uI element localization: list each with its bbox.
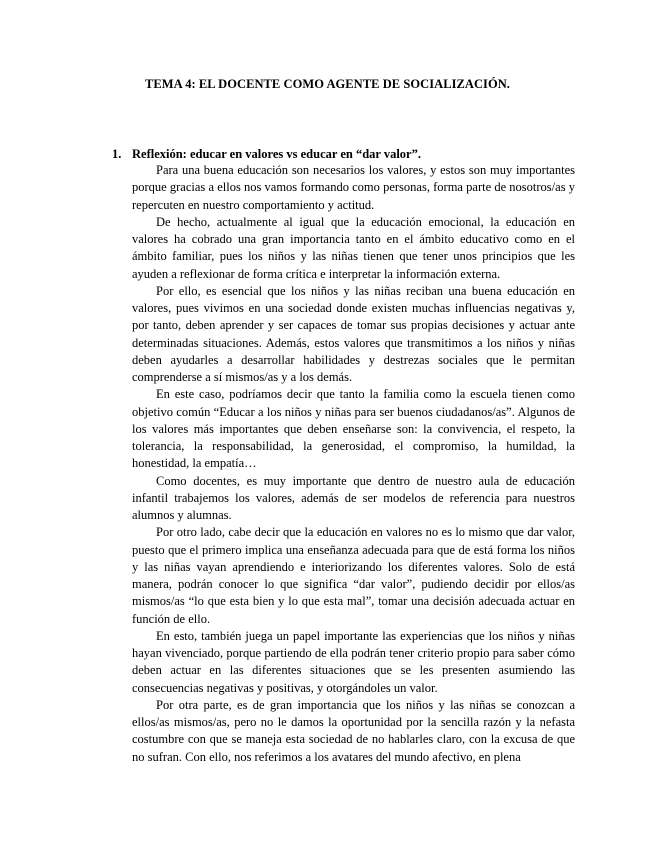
paragraph: En esto, también juega un papel importante las experiencias que los niños y niñas hayan vivenciado, porque partiendo de ella podrán tener criterio propio para saber cómo deben actuar en las diferentes situaciones que se les presenten asumiendo las consecuencias negativas y positivas, y otorgándoles un valor. [132,628,575,695]
section-number: 1. [112,147,122,161]
paragraph: Por otro lado, cabe decir que la educación en valores no es lo mismo que dar valor, puesto que el primero implica una enseñanza adecuada para que de está forma los niños y las niñas vayan aprendiendo e interiorizando los diferentes valores. Solo de está manera, podrán conocer lo que significa “dar valor”, pudiendo decidir por ellos/as mismos/as “lo que esta bien y lo que esta mal”, tomar una decisión adecuada actuar en función de ello. [132,525,575,626]
paragraph: Por ello, es esencial que los niños y las niñas reciban una buena educación en valores, pues vivimos en una sociedad donde existen muchas influencias negativas y, por tanto, deben aprender y ser capaces de tomar sus propias decisiones y actuar ante determinadas situaciones. Además, estos valores que transmitimos a los niños y niñas deben ayudarles a desarrollar habilidades y destrezas sociales que le permitan comprenderse a sí mismos/as y a los demás. [132,283,575,384]
section-heading-text: Reflexión: educar en valores vs educar en “dar valor”. [132,147,421,161]
section-heading [112,146,421,162]
paragraph: Por otra parte, es de gran importancia que los niños y las niñas se conozcan a ellos/as mismos/as, pero no le damos la oportunidad por la sencilla razón y la nefasta costumbre con que se maneja esta sociedad de no hablarles claro, con la excusa de que no sufran. Con ello, nos referimos a los avatares del mundo afectivo, en plena [132,697,575,764]
document-title: TEMA 4: EL DOCENTE COMO AGENTE DE SOCIALIZACIÓN. [145,77,510,91]
paragraph: De hecho, actualmente al igual que la educación emocional, la educación en valores ha cobrado una gran importancia tanto en el ámbito educativo como en el ámbito familiar, pues los niños y las niñas tienen que tener unos principios que les ayuden a reflexionar de forma crítica e interpretar la información externa. [132,214,575,281]
paragraph: En este caso, podríamos decir que tanto la familia como la escuela tienen como objetivo común “Educar a los niños y niñas para ser buenos ciudadanos/as”. Algunos de los valores más importantes que deben enseñarse son: la convivencia, el respeto, la tolerancia, la responsabilidad, la generosidad, el compromiso, la humildad, la honestidad, la empatía… [132,387,575,471]
paragraph: Para una buena educación son necesarios los valores, y estos son muy importantes porque gracias a ellos nos vamos formando como personas, forma parte de nosotros/as y repercuten en nuestro comportamiento y actitud. [132,163,575,212]
body-text [132,162,575,766]
paragraph: Como docentes, es muy importante que dentro de nuestro aula de educación infantil trabajemos los valores, además de ser modelos de referencia para nuestros alumnos y alumnas. [132,473,575,522]
